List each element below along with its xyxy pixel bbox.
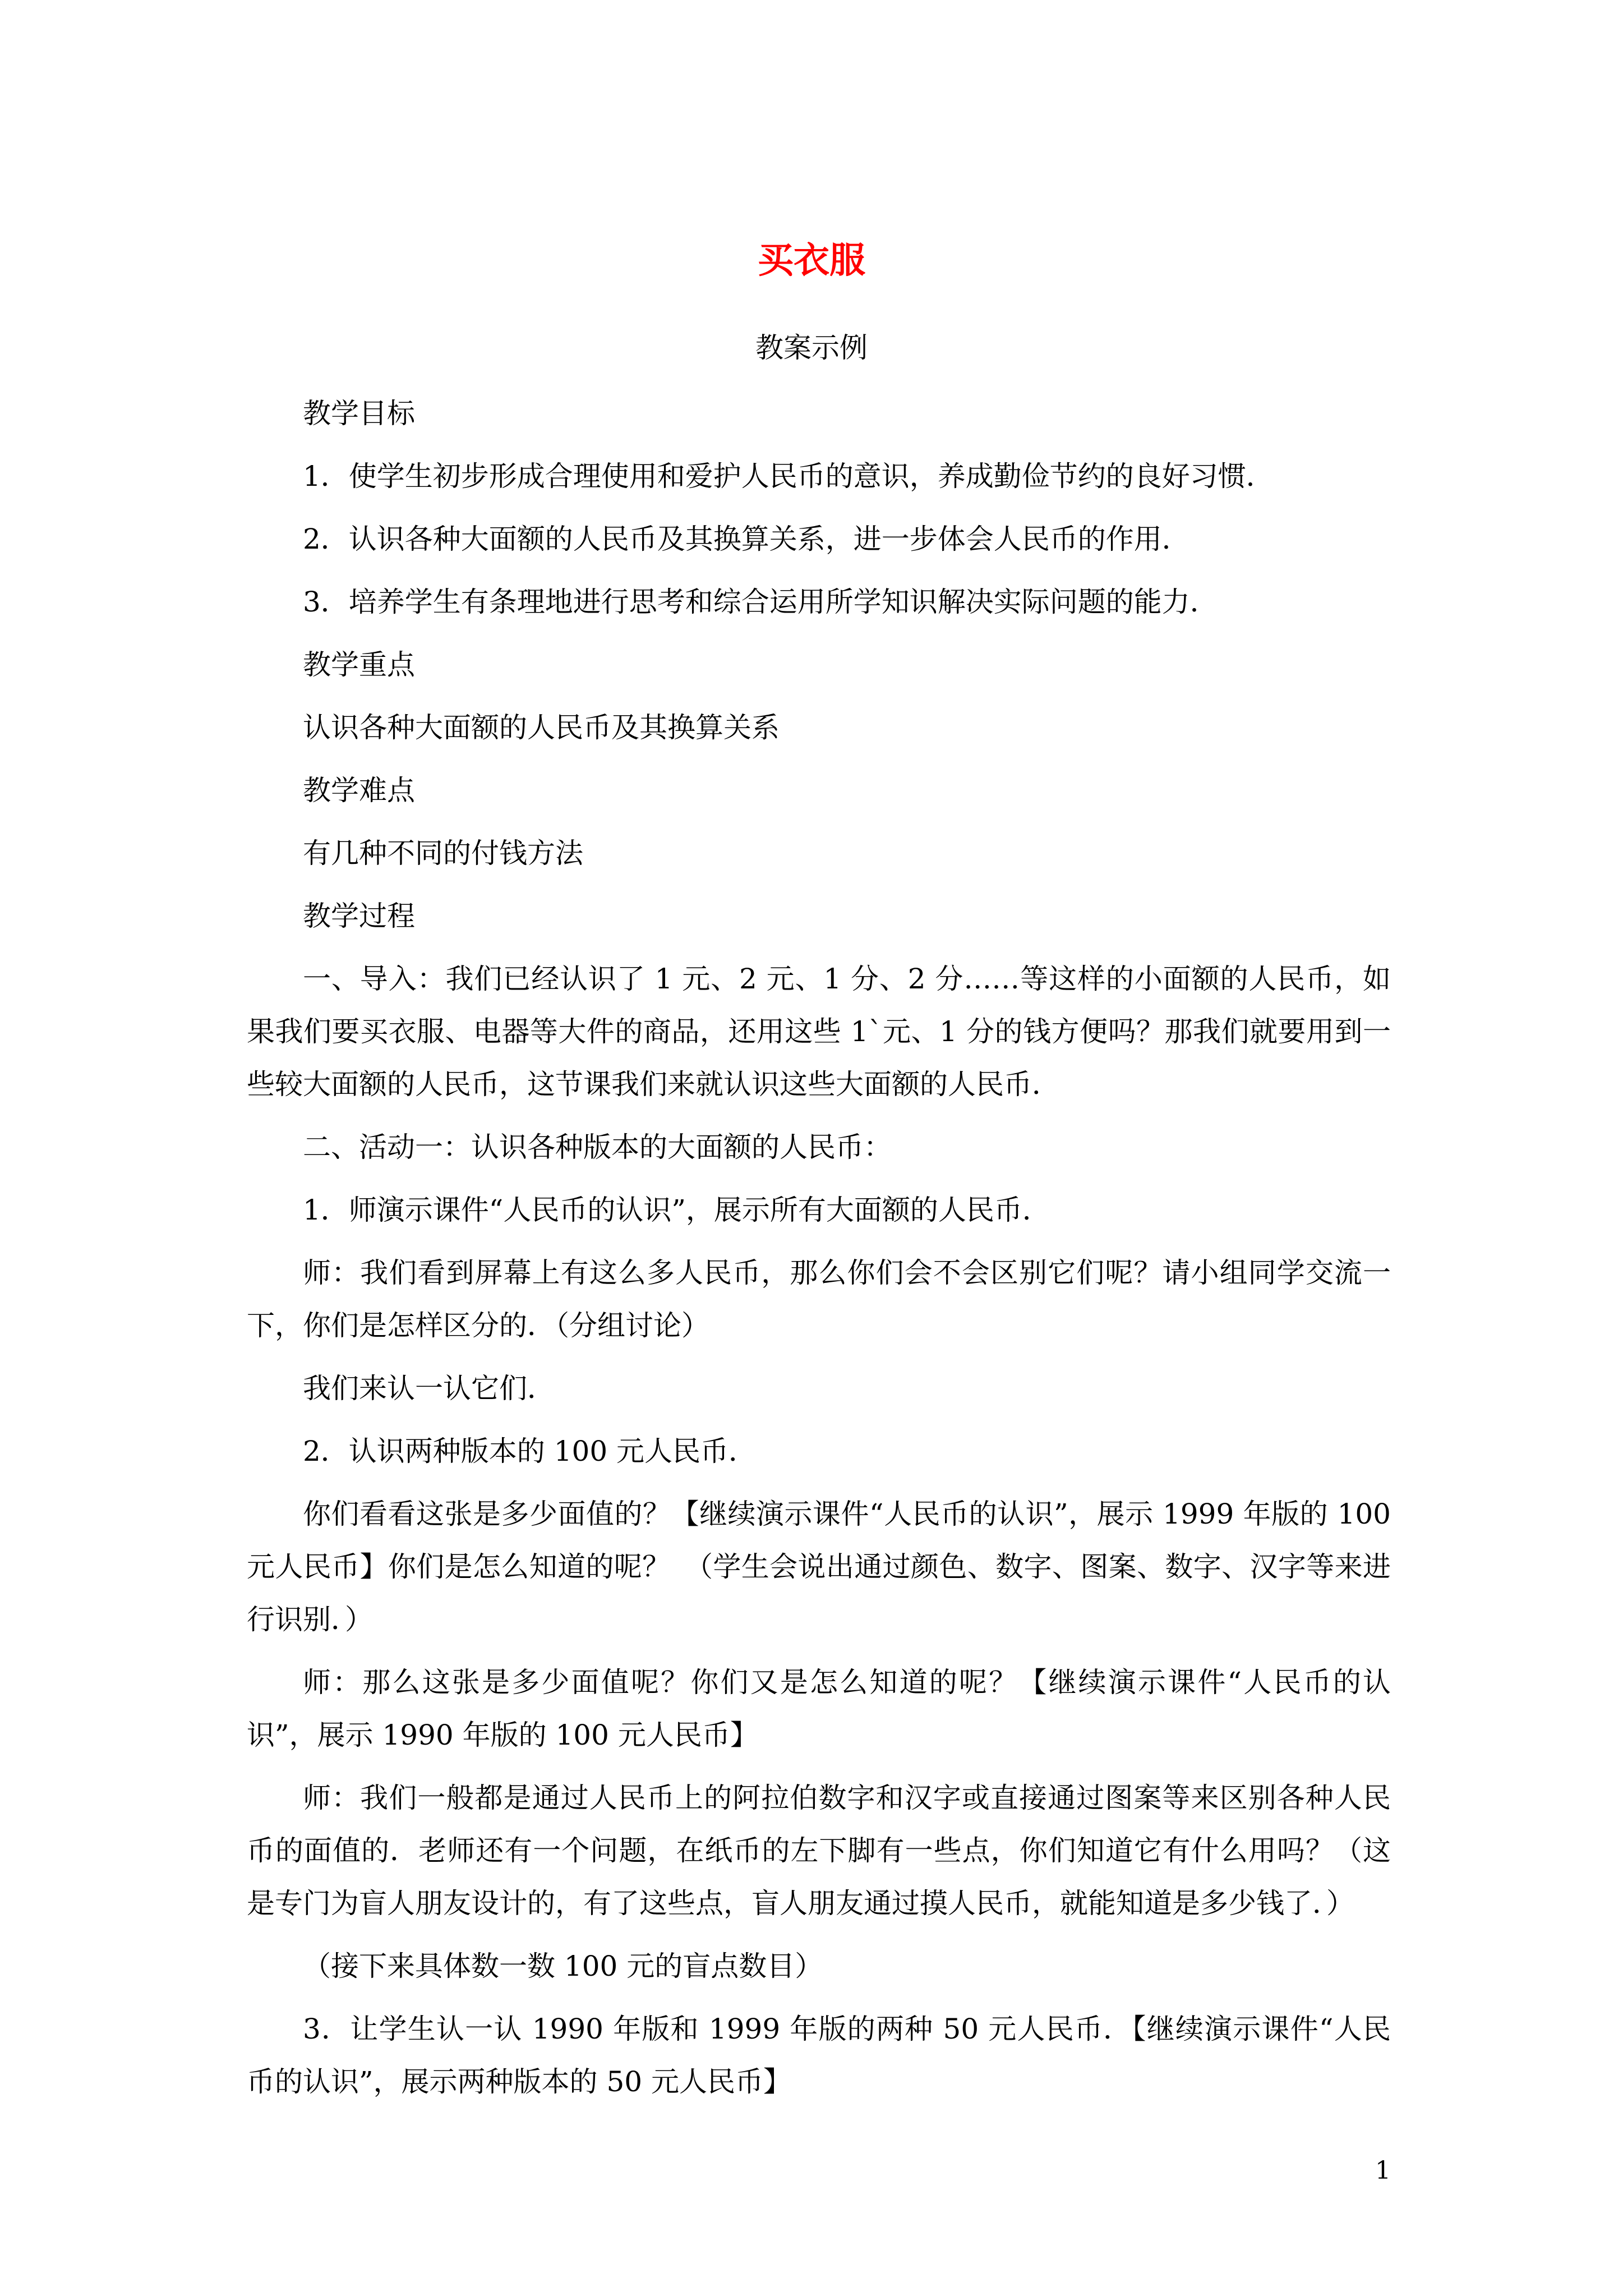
paragraph: 2．认识各种大面额的人民币及其换算关系，进一步体会人民币的作用． — [303, 523, 1190, 555]
paragraph: 一、导入：我们已经认识了 1 元、2 元、1 分、2 分……等这样的小面额的人民币，如果我们要买衣服、电器等大件的商品，还用这些 1`元、1 分的钱方便吗？那我们就要用到一些较大面额的人民币，这节课我们来就认识这些大面额的人民币． — [247, 963, 1391, 1101]
paragraph: 师：我们看到屏幕上有这么多人民币，那么你们会不会区别它们呢？请小组同学交流一下，你们是怎样区分的．（分组讨论） — [247, 1257, 1391, 1342]
paragraph: 认识各种大面额的人民币及其换算关系 — [303, 711, 780, 744]
paragraph: 你们看看这张是多少面值的？【继续演示课件“人民币的认识”，展示 1999 年版的 100 元人民币】你们是怎么知道的呢？ （学生会说出通过颜色、数字、图案、数字、汉字等来进行识别．） — [247, 1498, 1391, 1636]
paragraph: 有几种不同的付钱方法 — [303, 837, 583, 869]
document-body — [247, 387, 1391, 2118]
paragraph: 1．使学生初步形成合理使用和爱护人民币的意识，养成勤俭节约的良好习惯． — [303, 460, 1274, 493]
paragraph: （接下来具体数一数 100 元的盲点数目） — [303, 1950, 823, 1982]
paragraph: 师：我们一般都是通过人民币上的阿拉伯数字和汉字或直接通过图案等来区别各种人民币的面值的．老师还有一个问题，在纸币的左下脚有一些点，你们知道它有什么用吗？（这是专门为盲人朋友设计的，有了这些点，盲人朋友通过摸人民币，就能知道是多少钱了．） — [247, 1782, 1391, 1920]
document-title: 买衣服 — [758, 240, 865, 282]
paragraph: 教学难点 — [303, 774, 415, 807]
paragraph: 二、活动一：认识各种版本的大面额的人民币： — [303, 1131, 892, 1163]
paragraph: 教学重点 — [303, 648, 415, 681]
paragraph: 2．认识两种版本的 100 元人民币． — [303, 1435, 757, 1467]
paragraph: 教学目标 — [303, 397, 415, 430]
paragraph: 3．培养学生有条理地进行思考和综合运用所学知识解决实际问题的能力． — [303, 586, 1218, 618]
paragraph: 1．师演示课件“人民币的认识”，展示所有大面额的人民币． — [303, 1194, 1050, 1226]
paragraph: 3．让学生认一认 1990 年版和 1999 年版的两种 50 元人民币．【继续演示课件“人民币的认识”，展示两种版本的 50 元人民币】 — [247, 2013, 1391, 2098]
paragraph: 我们来认一认它们． — [303, 1372, 555, 1405]
paragraph: 教学过程 — [303, 900, 415, 932]
paragraph: 师：那么这张是多少面值呢？你们又是怎么知道的呢？【继续演示课件“人民币的认识”，展示 1990 年版的 100 元人民币】 — [247, 1666, 1391, 1751]
document-subtitle: 教案示例 — [755, 332, 868, 364]
page-number: 1 — [1375, 2156, 1391, 2185]
